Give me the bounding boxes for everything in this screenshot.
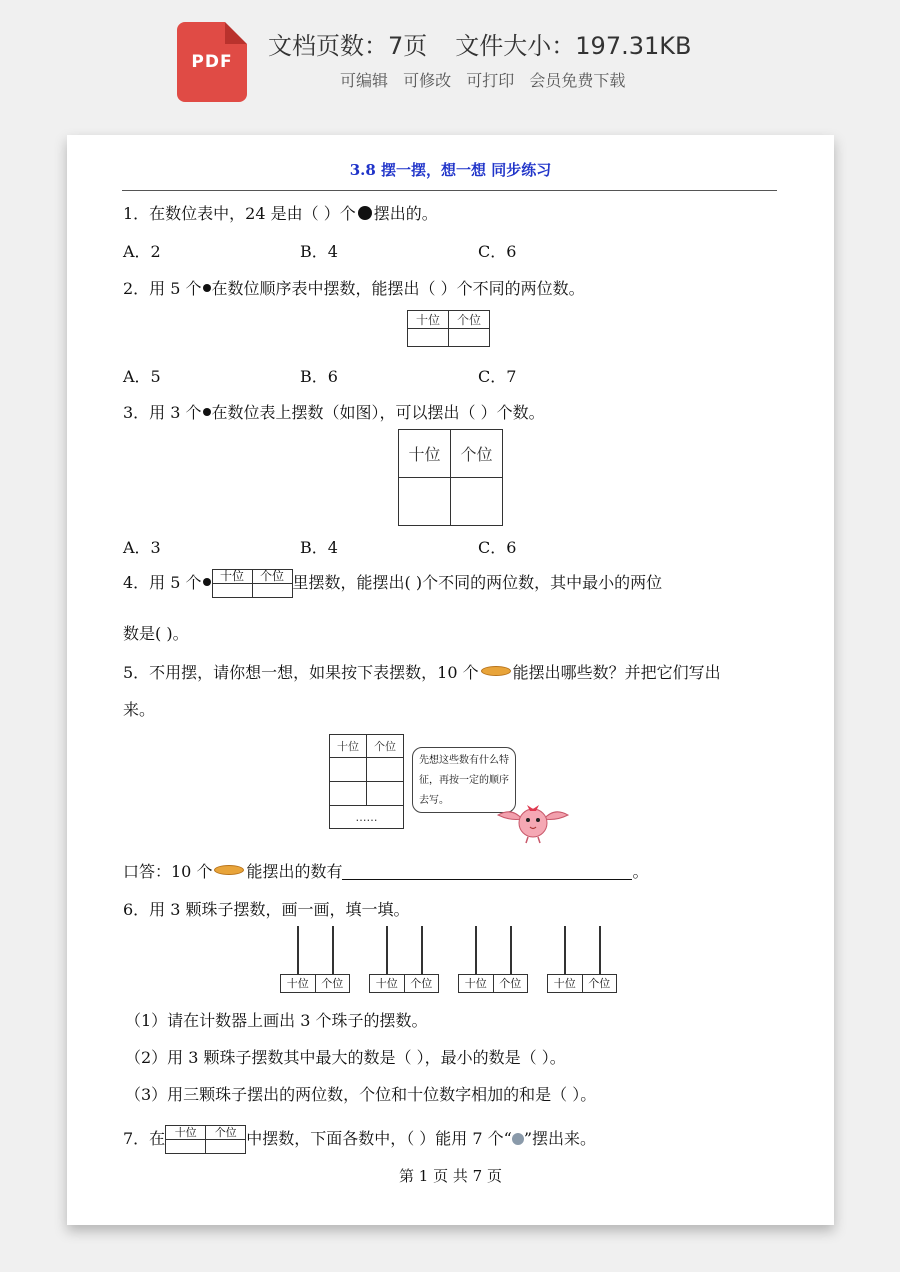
ellipsis-cell: …… (330, 806, 404, 829)
q3-option-a: A．3 (123, 538, 161, 557)
coin-icon (481, 666, 511, 676)
bead-icon (203, 408, 211, 416)
tens-cell (212, 584, 252, 598)
q1-text-before: 1．在数位表中，24 是由（ ）个 (123, 204, 356, 223)
ones-label: 个位 (493, 975, 528, 992)
ones-label: 个位 (315, 975, 350, 992)
q5-answer-end: 。 (632, 862, 649, 881)
q4-text-after: 里摆数，能摆出( )个不同的两位数，其中最小的两位 (292, 573, 663, 592)
feature-editable: 可编辑 (340, 71, 389, 90)
q2-option-a: A．5 (123, 367, 161, 386)
speech-bubble: 先想这些数有什么特征，再按一定的顺序去写。 (412, 747, 516, 813)
q7-place-value-table (165, 1125, 246, 1154)
q3-text-before: 3．用 3 个 (123, 403, 202, 422)
answer-blank[interactable] (342, 864, 632, 880)
cartoon-bird-icon (494, 797, 572, 845)
ones-header: 个位 (367, 735, 404, 758)
title-divider (122, 190, 777, 191)
q2-text-after: 在数位顺序表中摆数，能摆出（ ）个不同的两位数。 (211, 279, 585, 298)
question-2 (123, 276, 585, 299)
feature-printable: 可打印 (466, 71, 515, 90)
q3-option-b: B．4 (300, 538, 338, 557)
q5-text-after: 能摆出哪些数？并把它们写出 (512, 663, 721, 682)
ones-cell (451, 478, 503, 526)
tens-label: 十位 (553, 977, 576, 990)
page-footer: 第 1 页 共 7 页 (399, 1167, 502, 1185)
question-1 (123, 201, 438, 224)
page-title: 3.8 摆一摆，想一想 同步练习 (349, 161, 552, 179)
question-6: 6．用 3 颗珠子摆数，画一画，填一填。 (123, 900, 410, 919)
q3-place-value-table (398, 429, 503, 526)
q6-part-1: （1）请在计数器上画出 3 个珠子的摆数。 (125, 1011, 428, 1030)
ones-cell (206, 1140, 246, 1154)
tens-cell (399, 478, 451, 526)
q6-part-3: （3）用三颗珠子摆出的两位数，个位和十位数字相加的和是（ ）。 (125, 1085, 597, 1104)
ones-label: 个位 (582, 975, 617, 992)
feature-modifiable: 可修改 (403, 71, 452, 90)
ones-label: 个位 (404, 975, 439, 992)
q7-text-end: ”摆出来。 (523, 1129, 596, 1148)
ones-cell (252, 584, 292, 598)
bead-icon (203, 284, 211, 292)
q2-option-b: B．6 (300, 367, 338, 386)
document-info (268, 26, 719, 61)
q1-option-a: A．2 (123, 242, 161, 261)
bead-icon (512, 1133, 524, 1145)
tens-cell (330, 758, 367, 782)
page-count: 文档页数：7页 (268, 32, 428, 60)
tens-cell (330, 782, 367, 806)
q4-text-before: 4．用 5 个 (123, 573, 202, 592)
ones-cell (367, 758, 404, 782)
tens-header: 十位 (399, 430, 451, 478)
tens-label: 十位 (286, 977, 309, 990)
q5-answer-label: 能摆出的数有 (246, 862, 343, 881)
feature-member-download: 会员免费下载 (529, 71, 626, 90)
ones-header: 个位 (449, 311, 490, 329)
q1-option-b: B．4 (300, 242, 338, 261)
tens-header: 十位 (408, 311, 449, 329)
abacus-4 (547, 926, 617, 996)
q5-place-value-table (329, 734, 404, 829)
q2-option-c: C．7 (478, 367, 517, 386)
ones-header: 个位 (451, 430, 503, 478)
q5-line-2: 来。 (123, 700, 156, 719)
q1-option-c: C．6 (478, 242, 517, 261)
pdf-icon-label: PDF (191, 52, 233, 72)
q4-line-2: 数是( )。 (123, 624, 189, 643)
q3-text-after: 在数位表上摆数（如图），可以摆出（ ）个数。 (211, 403, 545, 422)
bead-icon (203, 578, 211, 586)
question-5 (123, 660, 721, 683)
question-3 (123, 400, 545, 423)
q5-answer-before: 口答：10 个 (123, 862, 213, 881)
tens-label: 十位 (464, 977, 487, 990)
abacus-1 (280, 926, 350, 996)
q5-answer (123, 859, 648, 882)
q1-text-after: 摆出的。 (373, 204, 438, 223)
feature-list (340, 68, 635, 91)
q3-option-c: C．6 (478, 538, 517, 557)
q2-place-value-table (407, 310, 490, 347)
tens-label: 十位 (375, 977, 398, 990)
question-7 (123, 1125, 596, 1154)
q5-text-before: 5．不用摆，请你想一想，如果按下表摆数，10 个 (123, 663, 479, 682)
q2-text-before: 2．用 5 个 (123, 279, 202, 298)
ones-cell (367, 782, 404, 806)
abacus-2 (369, 926, 439, 996)
q4-place-value-table (212, 569, 293, 598)
file-size: 文件大小：197.31KB (455, 32, 692, 60)
q7-text-before: 7．在 (123, 1129, 166, 1148)
tens-cell (408, 329, 449, 347)
ones-header: 个位 (252, 570, 292, 584)
document-page (67, 135, 834, 1225)
q7-text-after: 中摆数，下面各数中，（ ）能用 7 个“ (246, 1129, 512, 1148)
question-4 (123, 569, 662, 598)
tens-cell (166, 1140, 206, 1154)
coin-icon (214, 865, 244, 875)
bead-icon (358, 206, 372, 220)
abacus-3 (458, 926, 528, 996)
ones-cell (449, 329, 490, 347)
pdf-file-icon (177, 22, 247, 102)
q6-part-2: （2）用 3 颗珠子摆数其中最大的数是（ ），最小的数是（ ）。 (125, 1048, 566, 1067)
tens-header: 十位 (330, 735, 367, 758)
tens-header: 十位 (212, 570, 252, 584)
tens-header: 十位 (166, 1126, 206, 1140)
ones-header: 个位 (206, 1126, 246, 1140)
